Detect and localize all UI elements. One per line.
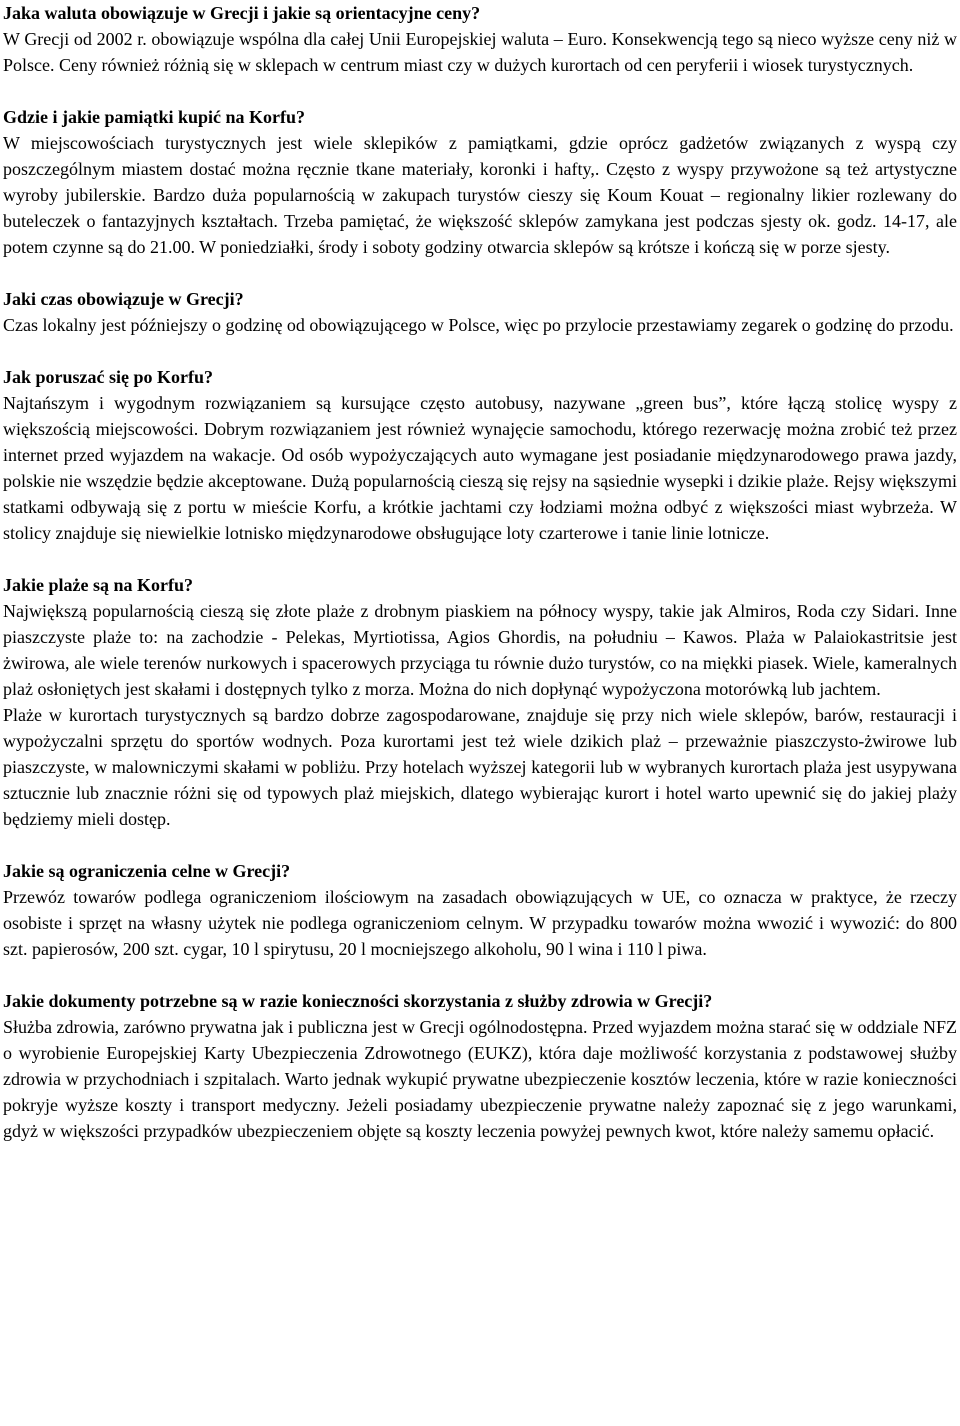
section-heading: Jakie są ograniczenia celne w Grecji? (3, 861, 291, 881)
section-beaches (3, 572, 957, 832)
section-heading: Jakie plaże są na Korfu? (3, 575, 194, 595)
section-customs (3, 858, 957, 962)
section-paragraph: Przewóz towarów podlega ograniczeniom ilościowym na zasadach obowiązujących w UE, co oznacza w praktyce, że rzeczy osobiste i sprzęt na własny użytek nie podlega ograniczeniom celnym. W przypadku towarów można wwozić i wywozić: do 800 szt. papierosów, 200 szt. cygar, 10 l spirytusu, 20 l mocniejszego alkoholu, 90 l wina i 110 l piwa. (3, 887, 957, 959)
section-heading: Gdzie i jakie pamiątki kupić na Korfu? (3, 107, 306, 127)
section-souvenirs (3, 104, 957, 260)
section-heading: Jaka waluta obowiązuje w Grecji i jakie są orientacyjne ceny? (3, 3, 481, 23)
section-currency (3, 0, 957, 78)
section-paragraph: W miejscowościach turystycznych jest wiele sklepików z pamiątkami, gdzie oprócz gadżetów związanych z wyspą czy poszczególnym miastem dostać można ręcznie tkane materiały, koronki i hafty,. Często z wyspy przywożone są też artystyczne wyroby jubilerskie. Bardzo duża popularnością w zakupach turystów cieszy się Koum Kouat – regionalny likier rozlewany do buteleczek o fantazyjnych kształtach. Trzeba pamiętać, że większość sklepów zamykana jest podczas sjesty ok. godz. 14-17, ale potem czynne są do 21.00. W poniedziałki, środy i soboty godziny otwarcia sklepów są krótsze i kończą się w porze sjesty. (3, 133, 957, 257)
section-heading: Jakie dokumenty potrzebne są w razie konieczności skorzystania z służby zdrowia w Grecji? (3, 991, 713, 1011)
section-paragraph: Służba zdrowia, zarówno prywatna jak i publiczna jest w Grecji ogólnodostępna. Przed wyjazdem można starać się w oddziale NFZ o wyrobienie Europejskiej Karty Ubezpieczenia Zdrowotnego (EUKZ), która daje możliwość korzystania z podstawowej służby zdrowia w przychodniach i szpitalach. Warto jednak wykupić prywatne ubezpieczenie kosztów leczenia, które w razie konieczności pokryje wyższe koszty i transport medyczny. Jeżeli posiadamy ubezpieczenie prywatne należy zapoznać się z jego warunkami, gdyż w większości przypadków ubezpieczeniem objęte są koszty leczenia powyżej pewnych kwot, które należy samemu opłacić. (3, 1017, 957, 1141)
section-paragraph: Plaże w kurortach turystycznych są bardzo dobrze zagospodarowane, znajduje się przy nich wiele sklepów, barów, restauracji i wypożyczalni sprzętu do sportów wodnych. Poza kurortami jest też wiele dzikich plaż – przeważnie piaszczysto-żwirowe lub piaszczyste, w malowniczymi skałami w pobliżu. Przy hotelach wyższej kategorii lub w wybranych kurortach plaża jest usypywana sztucznie lub znacznie różni się od typowych plaż miejskich, dlatego wybierając kurort i hotel warto upewnić się do jakiej plaży będziemy mieli dostęp. (3, 705, 957, 829)
section-healthcare (3, 988, 957, 1144)
section-paragraph: Czas lokalny jest późniejszy o godzinę od obowiązującego w Polsce, więc po przylocie przestawiamy zegarek o godzinę do przodu. (3, 315, 954, 335)
section-time (3, 286, 957, 338)
section-paragraph: Najtańszym i wygodnym rozwiązaniem są kursujące często autobusy, nazywane „green bus”, które łączą stolicę wyspy z większością miejscowości. Dobrym rozwiązaniem jest również wynajęcie samochodu, którego rezerwację można zrobić też przez internet przed wyjazdem na wakacje. Od osób wypożyczających auto wymagane jest posiadanie międzynarodowego prawa jazdy, polskie nie wszędzie będzie akceptowane. Dużą popularnością cieszą się rejsy na sąsiednie wysepki i dzikie plaże. Rejsy większymi statkami odbywają się z portu w mieście Korfu, a krótkie jachtami czy łodziami można odbyć z większości miast wybrzeża. W stolicy znajduje się niewielkie lotnisko międzynarodowe obsługujące loty czarterowe i tanie linie lotnicze. (3, 393, 957, 543)
section-heading: Jak poruszać się po Korfu? (3, 367, 214, 387)
section-transport (3, 364, 957, 546)
section-paragraph: W Grecji od 2002 r. obowiązuje wspólna dla całej Unii Europejskiej waluta – Euro. Konsekwencją tego są nieco wyższe ceny niż w Polsce. Ceny również różnią się w sklepach w centrum miast czy w dużych kurortach od cen peryferii i wiosek turystycznych. (3, 29, 957, 75)
section-paragraph: Największą popularnością cieszą się złote plaże z drobnym piaskiem na północy wyspy, takie jak Almiros, Roda czy Sidari. Inne piaszczyste plaże to: na zachodzie - Pelekas, Myrtiotissa, Agios Ghordis, na południu – Kawos. Plaża w Palaiokastritsie jest żwirowa, ale wiele terenów nurkowych i spacerowych przyciąga tu równie dużo turystów, co na miękki piasek. Wiele, kameralnych plaż osłoniętych jest skałami i dostępnych tylko z morza. Można do nich dopłynąć wypożyczona motorówką lub jachtem. (3, 601, 957, 699)
section-heading: Jaki czas obowiązuje w Grecji? (3, 289, 244, 309)
